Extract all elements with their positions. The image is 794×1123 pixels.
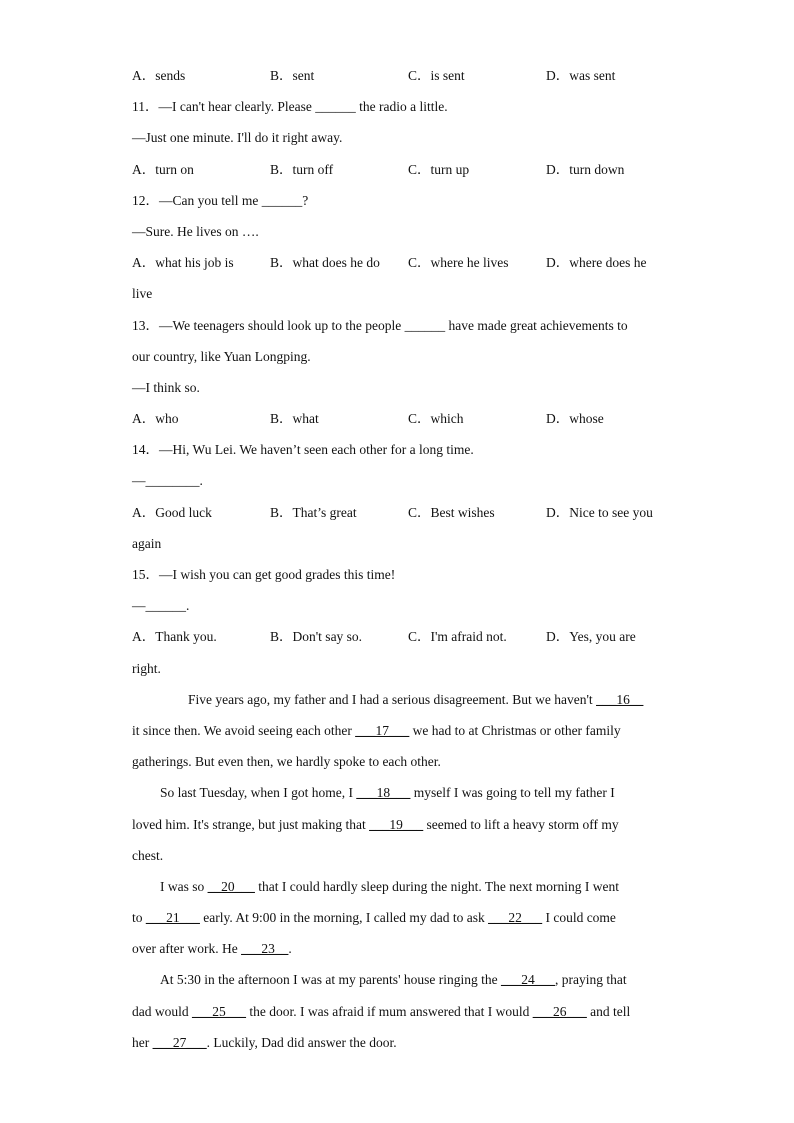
passage-text: . Luckily, Dad did answer the door.	[206, 1034, 397, 1050]
passage-p3-line3	[132, 939, 662, 970]
passage-text: and tell	[586, 1003, 631, 1019]
passage-p1-line1	[132, 690, 662, 721]
q15-option-c[interactable]: C．I'm afraid not.	[408, 629, 507, 645]
q11-option-d[interactable]: D．turn down	[546, 161, 625, 177]
passage-text: early. At 9:00 in the morning, I called my dad to ask	[199, 910, 489, 926]
passage-text: .	[288, 941, 292, 957]
q13-stem-text: 13．—We teenagers should look up to the people	[132, 317, 405, 333]
blank-22: ___22___	[488, 910, 543, 926]
passage-text: loved him. It's strange, but just making that	[132, 816, 370, 832]
q12-option-c[interactable]: C．where he lives	[408, 255, 509, 271]
passage-p4-line3	[132, 1033, 662, 1064]
q15-option-d[interactable]: D．Yes, you are	[546, 629, 636, 645]
passage-p2-line2	[132, 815, 662, 846]
q11-stem	[132, 97, 662, 128]
q11-option-c[interactable]: C．turn up	[408, 161, 470, 177]
q12-stem-text-end: ?	[302, 192, 309, 208]
q12-stem-text: 12．—Can you tell me	[132, 192, 262, 208]
blank-27: ___27___	[152, 1034, 207, 1050]
passage-text: to	[132, 910, 146, 926]
q13-stem-cont: our country, like Yuan Longping.	[132, 348, 311, 364]
passage-text: the door. I was afraid if mum answered that I would	[246, 1003, 533, 1019]
q13-reply: —I think so.	[132, 379, 200, 395]
q13-stem	[132, 316, 662, 347]
passage-text: we had to at Christmas or other family	[409, 722, 621, 738]
blank-18: ___18___	[356, 785, 411, 801]
q13-option-c[interactable]: C．which	[408, 411, 464, 427]
blank-26: ___26___	[532, 1003, 587, 1019]
q13-blank: ______	[404, 317, 446, 333]
passage-text: her	[132, 1034, 153, 1050]
q15-blank: ______	[145, 598, 186, 614]
q11-option-b[interactable]: B．turn off	[270, 161, 334, 177]
passage-text: it since then. We avoid seeing each other	[132, 722, 356, 738]
q12-option-wrap: live	[132, 286, 153, 302]
blank-17: ___17___	[355, 722, 410, 738]
passage-text: I was so	[160, 878, 208, 894]
q15-option-a[interactable]: A．Thank you.	[132, 629, 217, 645]
q11-blank: ______	[315, 99, 356, 115]
passage-p4-line1	[132, 970, 662, 1001]
passage-p3-line2	[132, 908, 662, 939]
passage-text: seemed to lift a heavy storm off my	[423, 816, 619, 832]
q15-reply	[132, 596, 662, 627]
q12-option-a[interactable]: A．what his job is	[132, 255, 234, 271]
q10-option-c[interactable]: C．is sent	[408, 68, 465, 83]
q13-stem-text-end: have made great achievements to	[445, 317, 628, 333]
q11-option-a[interactable]: A．turn on	[132, 161, 194, 177]
q14-option-d[interactable]: D．Nice to see you	[546, 504, 653, 520]
q10-option-a[interactable]: A．sends	[132, 68, 186, 83]
blank-16: ___16__	[596, 691, 644, 707]
blank-23: ___23__	[241, 941, 289, 957]
q13-options	[132, 409, 662, 440]
passage-p4-line2	[132, 1002, 662, 1033]
q13-option-d[interactable]: D．whose	[546, 411, 604, 427]
passage-text: Five years ago, my father and I had a serious disagreement. But we haven't	[188, 691, 597, 707]
q14-option-a[interactable]: A．Good luck	[132, 504, 212, 520]
passage-text: dad would	[132, 1003, 192, 1019]
q12-blank: ______	[261, 192, 303, 208]
q14-reply-end: .	[199, 473, 203, 489]
q12-stem	[132, 191, 662, 222]
passage-p2-line3: chest.	[132, 847, 164, 863]
passage-text: I could come	[542, 910, 616, 926]
passage-text: , praying that	[554, 972, 627, 988]
passage-text: So last Tuesday, when I got home, I	[160, 785, 357, 801]
passage-text: myself I was going to tell my father I	[410, 785, 615, 801]
q12-option-b[interactable]: B．what does he do	[270, 255, 380, 271]
q13-option-b[interactable]: B．what	[270, 411, 319, 427]
q10-options	[132, 66, 662, 97]
blank-21: ___21___	[145, 910, 200, 926]
exam-page	[132, 66, 662, 1064]
q14-reply	[132, 471, 662, 502]
q11-reply: —Just one minute. I'll do it right away.	[132, 130, 343, 146]
q12-options	[132, 253, 662, 284]
passage-p1-line3: gatherings. But even then, we hardly spoke to each other.	[132, 754, 441, 770]
passage-text: that I could hardly sleep during the night. The next morning I went	[254, 878, 620, 894]
q15-stem: 15．—I wish you can get good grades this time!	[132, 567, 396, 582]
q10-option-d[interactable]: D．was sent	[546, 68, 616, 83]
q14-options	[132, 503, 662, 534]
q14-stem: 14．—Hi, Wu Lei. We haven’t seen each other for a long time.	[132, 442, 474, 458]
q11-stem-text-end: the radio a little.	[355, 99, 448, 115]
q15-option-wrap: right.	[132, 660, 161, 676]
blank-20: __20___	[207, 878, 255, 894]
q14-blank: ________	[145, 473, 200, 489]
q12-reply: —Sure. He lives on ….	[132, 223, 259, 239]
passage-p3-line1	[132, 877, 662, 908]
q15-reply-end: .	[186, 598, 190, 614]
blank-25: ___25___	[192, 1003, 246, 1019]
passage-text: over after work. He	[132, 941, 242, 957]
passage-p2-line1	[132, 783, 662, 814]
q15-option-b[interactable]: B．Don't say so.	[270, 629, 363, 645]
q13-option-a[interactable]: A．who	[132, 411, 179, 427]
q14-option-b[interactable]: B．That’s great	[270, 504, 357, 520]
q11-stem-text: 11．—I can't hear clearly. Please	[132, 99, 316, 115]
passage-p1-line2	[132, 721, 662, 752]
q12-option-d[interactable]: D．where does he	[546, 255, 647, 271]
q10-option-b[interactable]: B．sent	[270, 68, 315, 83]
q15-reply-dash: —	[132, 598, 146, 614]
q15-options	[132, 627, 662, 658]
q14-option-c[interactable]: C．Best wishes	[408, 504, 495, 520]
blank-24: ___24___	[500, 972, 555, 988]
blank-19: ___19___	[369, 816, 424, 832]
q14-reply-dash: —	[132, 473, 146, 489]
q11-options	[132, 160, 662, 191]
passage-text: At 5:30 in the afternoon I was at my parents' house ringing the	[160, 972, 501, 988]
q14-option-wrap: again	[132, 535, 162, 551]
